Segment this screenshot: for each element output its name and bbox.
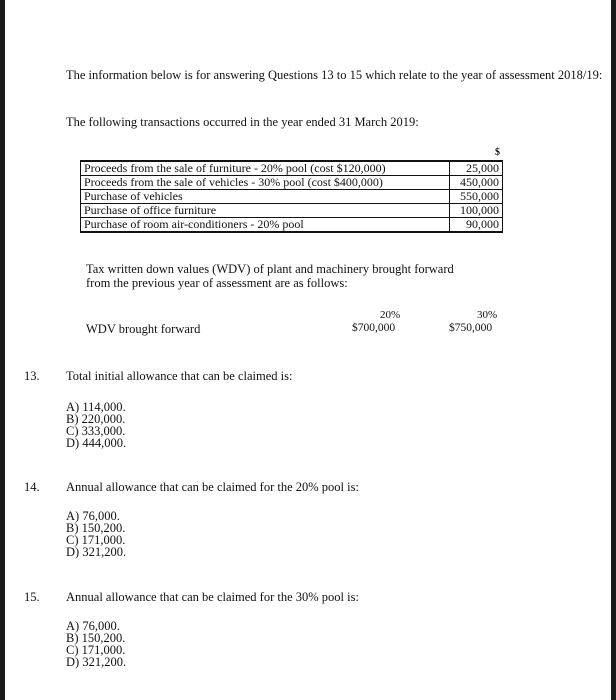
pool-header-20: 20% (380, 309, 401, 321)
answer-option: D) 444,000. (66, 436, 127, 450)
transaction-description: Purchase of office furniture (81, 204, 450, 218)
transaction-description: Proceeds from the sale of furniture - 20% pool (cost $120,000) (81, 161, 450, 176)
answer-option: A) 76,000. (66, 619, 120, 633)
wdv-intro-line: from the previous year of assessment are as follows: (86, 276, 348, 290)
transaction-description: Proceeds from the sale of vehicles - 30% pool (cost $400,000) (81, 176, 450, 190)
wdv-value-30: $750,000 (449, 322, 493, 334)
table-row (81, 218, 503, 233)
table-row (81, 190, 503, 204)
transaction-amount: 25,000 (450, 161, 503, 176)
question-text: Total initial allowance that can be claimed is: (66, 369, 293, 383)
answer-option: A) 76,000. (66, 509, 120, 523)
question-number: 13. (24, 369, 40, 383)
answer-option: C) 333,000. (66, 424, 126, 438)
wdv-value-20: $700,000 (352, 322, 396, 334)
transaction-amount: 100,000 (450, 204, 503, 218)
transactions-table (80, 160, 503, 233)
transaction-description: Purchase of vehicles (81, 190, 450, 204)
transaction-description: Purchase of room air-conditioners - 20% pool (81, 218, 450, 233)
answer-option: D) 321,200. (66, 655, 127, 669)
currency-symbol: $ (495, 147, 500, 158)
answer-option: B) 220,000. (66, 412, 126, 426)
table-row (81, 161, 503, 176)
question-text: Annual allowance that can be claimed for the 30% pool is: (66, 590, 359, 604)
answer-option: A) 114,000. (66, 400, 126, 414)
answer-option: D) 321,200. (66, 545, 127, 559)
intro-paragraph: The information below is for answering Questions 13 to 15 which relate to the year of assessment 2018/19: (66, 68, 603, 82)
answer-option: C) 171,000. (66, 643, 126, 657)
left-frame-border (0, 0, 5, 700)
question-text: Annual allowance that can be claimed for the 20% pool is: (66, 480, 359, 494)
transaction-amount: 450,000 (450, 176, 503, 190)
transactions-intro: The following transactions occurred in the year ended 31 March 2019: (66, 115, 419, 129)
question-number: 15. (24, 590, 40, 604)
wdv-intro-line: Tax written down values (WDV) of plant and machinery brought forward (86, 262, 454, 276)
wdv-label: WDV brought forward (86, 322, 201, 336)
right-frame-border (611, 0, 616, 700)
table-row (81, 176, 503, 190)
transaction-amount: 90,000 (450, 218, 503, 233)
question-number: 14. (24, 480, 40, 494)
answer-option: B) 150,200. (66, 631, 126, 645)
wdv-intro (86, 262, 454, 290)
transaction-amount: 550,000 (450, 190, 503, 204)
answer-option: C) 171,000. (66, 533, 126, 547)
table-row (81, 204, 503, 218)
pool-header-30: 30% (477, 309, 498, 321)
answer-option: B) 150,200. (66, 521, 126, 535)
